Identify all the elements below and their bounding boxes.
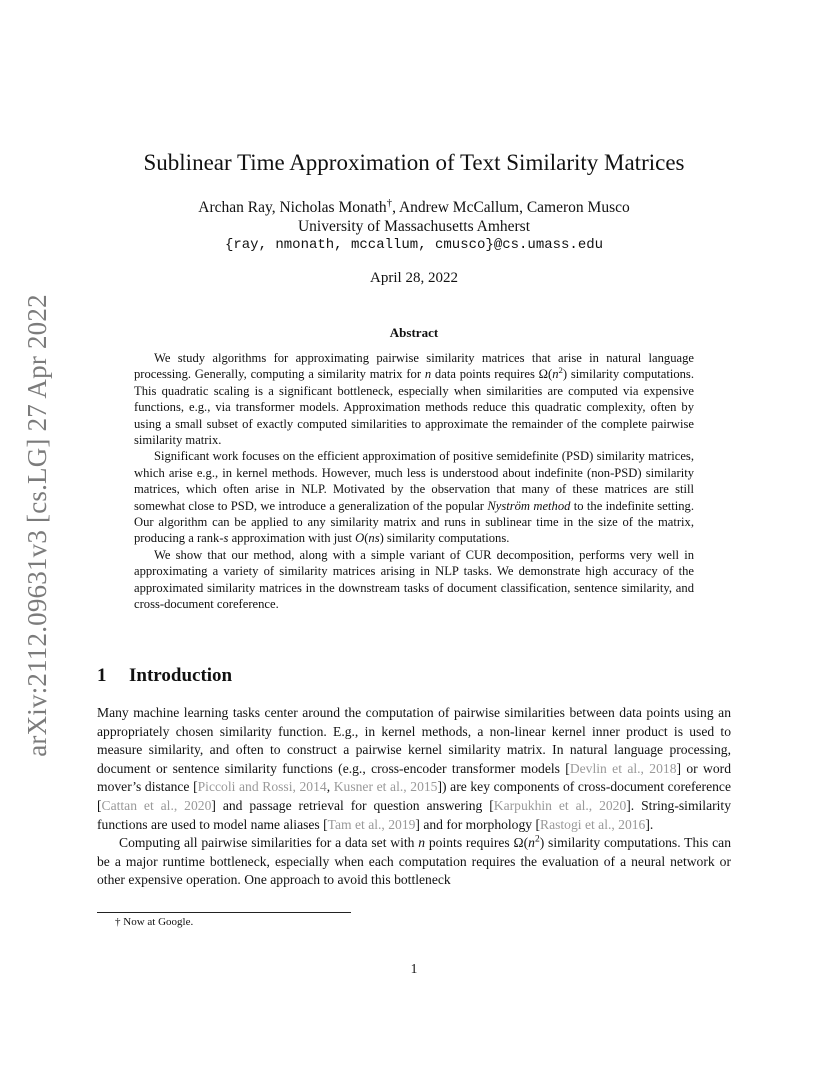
abstract-paragraph-2: Significant work focuses on the efficient approximation of positive semidefinite (PSD) similarity matrices, which arise e.g., in kernel methods. However, much less is understood about indefinite (non-PSD) similarity matrices, which often arise in NLP. Motivated by the observation that many of these matrices are still somewhat close to PSD, we introduce a generalization of the popular Nyström method to the indefinite setting. Our algorithm can be applied to any similarity matrix and runs in sublinear time in the size of the matrix, producing a rank-s approximation with just O(ns) similarity computations.	[134, 449, 695, 546]
page-number: 1	[410, 961, 418, 976]
paper-date: April 28, 2022	[370, 270, 458, 286]
author-emails: {ray, nmonath, mccallum, cmusco}@cs.umass.edu	[224, 237, 604, 253]
abstract-body	[134, 350, 694, 613]
introduction-body	[97, 704, 731, 890]
citation-cattan[interactable]: Cattan et al., 2020	[101, 797, 212, 813]
footnote-divider	[97, 912, 351, 913]
footnote: † Now at Google.	[115, 916, 194, 928]
intro-paragraph-2: Computing all pairwise similarities for a data set with n points requires $\Omega(n^2)$ similarity computations. This can be a major runtime bottleneck, especially when each computation requires the evaluation of a neural network or other expensive operation. One approach to avoid this bottleneck	[97, 834, 732, 888]
arxiv-id: arXiv:2112.09631v3 [cs.LG] 27 Apr 2022	[21, 293, 52, 757]
author-block	[0, 198, 828, 255]
abstract-heading: Abstract	[389, 325, 439, 340]
abstract-paragraph-3: We show that our method, along with a simple variant of CUR decomposition, performs very well in approximating a variety of similarity matrices arising in NLP tasks. We demonstrate high accuracy of the approximated similarity matrices in the downstream tasks of document classification, sentence similarity, and cross-document coreference.	[134, 547, 694, 612]
abstract-paragraph-1: We study algorithms for approximating pairwise similarity matrices that arise in natural language processing. Generally, computing a similarity matrix for n data points requires $\Omega(n^2)$ similarity computations. This quadratic scaling is a significant bottleneck, especially when similarities are computed via expensive functions, e.g., via transformer models. Approximation methods reduce this quadratic complexity, often by using a small subset of exactly computed similarities to approximate the remainder of the complete pairwise similarity matrix.	[134, 351, 694, 448]
citation-karpukhin[interactable]: Karpukhin et al., 2020	[493, 797, 627, 813]
section-heading-introduction	[97, 665, 232, 687]
citation-rastogi[interactable]: Rastogi et al., 2016	[540, 816, 646, 832]
citation-tam[interactable]: Tam et al., 2019	[327, 816, 416, 832]
citation-devlin[interactable]: Devlin et al., 2018	[569, 760, 677, 776]
paper-title: Sublinear Time Approximation of Text Similarity Matrices	[143, 150, 685, 175]
section-number: 1	[97, 665, 107, 686]
arxiv-stamp	[12, 285, 62, 765]
section-title: Introduction	[129, 665, 233, 686]
author-names: Archan Ray, Nicholas Monath†, Andrew McCallum, Cameron Musco	[198, 196, 630, 216]
affiliation: University of Massachusetts Amherst	[297, 218, 531, 235]
citation-piccoli[interactable]: Piccoli and Rossi, 2014	[197, 779, 327, 795]
dagger-mark: †	[386, 196, 393, 209]
intro-paragraph-1: Many machine learning tasks center around the computation of pairwise similarities between data points using an appropriately chosen similarity function. E.g., in kernel methods, a non-linear kernel inner product is used to measure similarity, and often to construct a pairwise kernel similarity matrix. In natural language processing, document or sentence similarity functions (e.g., cross-encoder transformer models [Devlin et al., 2018] or word mover’s distance [Piccoli and Rossi, 2014, Kusner et al., 2015]) are key components of cross-document coreference [Cattan et al., 2020] and passage retrieval for question answering [Karpukhin et al., 2020]. String-similarity functions are used to model name aliases [Tam et al., 2019] and for morphology [Rastogi et al., 2016].	[97, 705, 731, 832]
citation-kusner[interactable]: Kusner et al., 2015	[333, 779, 438, 795]
